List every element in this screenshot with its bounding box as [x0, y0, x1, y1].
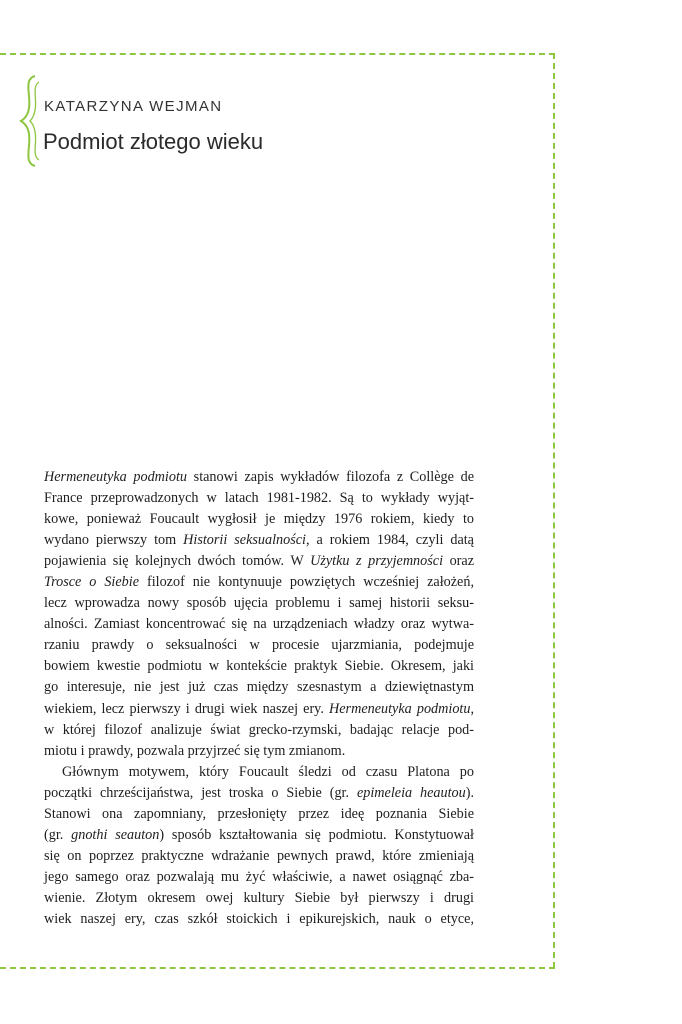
text-line — [44, 467, 474, 488]
text-run: Głównym motywem, który Foucault śledzi od czasu Platona po — [62, 763, 474, 780]
text-line — [44, 762, 474, 783]
text-line — [44, 888, 474, 909]
text-run: bowiem kwestie podmiotu w kontekście praktyk Siebie. Okresem, jaki — [44, 658, 474, 675]
text-run: wydano pierwszy tom — [44, 532, 184, 549]
text-run: oraz — [443, 553, 474, 570]
text-run: alności. Zamiast koncentrować się na urządzeniach władzy oraz wytwa- — [44, 616, 474, 633]
text-run: wiekiem, lecz pierwszy i drugi wiek naszej ery. — [44, 700, 330, 717]
text-line — [44, 804, 474, 825]
text-line — [44, 530, 474, 551]
text-run: wiek naszej ery, czas szkół stoickich i epikurejskich, nauk o etyce, — [44, 910, 474, 927]
text-line — [44, 909, 474, 930]
author-name: KATARZYNA WEJMAN — [44, 98, 223, 115]
text-run: pojawienia się kolejnych dwóch tomów. W — [44, 553, 311, 570]
text-run: filozof nie kontynuuje powziętych wcześniej założeń, — [139, 574, 474, 591]
italic-title: epimeleia heautou — [356, 784, 466, 801]
text-line — [44, 593, 474, 614]
body-text — [44, 467, 474, 930]
text-line — [44, 783, 474, 804]
text-run: rzaniu prawdy o seksualności w procesie ujarzmiania, podejmuje — [44, 637, 474, 654]
text-run: lecz wprowadza nowy sposób ujęcia problemu i samej historii seksu- — [44, 595, 474, 612]
chapter-title: Podmiot złotego wieku — [43, 129, 264, 154]
text-run: wienie. Złotym okresem owej kultury Siebie był pierwszy i drugi — [44, 889, 474, 906]
text-run: miotu i prawdy, pozwala przyjrzeć się tym zmianom. — [44, 742, 346, 759]
text-line — [44, 551, 474, 572]
page-frame-bottom — [0, 967, 555, 969]
text-line — [44, 867, 474, 888]
text-line — [44, 720, 474, 741]
text-run: się on poprzez praktyczne wdrażanie pewnych prawd, które zmieniają — [44, 847, 474, 864]
text-line — [44, 572, 474, 593]
text-line — [44, 741, 474, 762]
italic-title: Hermeneutyka podmiotu — [44, 469, 187, 485]
text-run: ). — [465, 784, 474, 801]
text-run: stanowi zapis wykładów filozofa z Collège de — [187, 469, 474, 485]
italic-title: Trosce o Siebie — [44, 574, 140, 591]
text-line — [44, 699, 474, 720]
text-line — [44, 635, 474, 656]
text-run: France przeprowadzonych w latach 1981-1982. Są to wykłady wyjąt- — [44, 490, 474, 507]
text-line — [44, 614, 474, 635]
text-line — [44, 509, 474, 530]
brace-ornament-icon — [16, 74, 42, 168]
text-run: , — [470, 700, 474, 717]
text-run: jego samego oraz pozwalają mu żyć właściwie, a nawet osiągnąć zba- — [44, 868, 474, 885]
text-run: w której filozof analizuje świat grecko-rzymski, badając relacje pod- — [44, 721, 474, 738]
text-run: ) sposób kształtowania się podmiotu. Konstytuował — [159, 826, 474, 843]
italic-title: Użytku z przyjemności — [310, 553, 444, 570]
italic-title: Hermeneutyka podmiotu — [329, 700, 471, 717]
text-run: (gr. — [44, 826, 72, 843]
text-run: , a rokiem 1984, czyli datą — [305, 532, 474, 549]
text-run: początki chrześcijaństwa, jest troska o Siebie (gr. — [44, 784, 357, 801]
text-run: go interesuje, nie jest już czas między szesnastym a dziewiętnastym — [44, 679, 474, 696]
page-frame-top — [0, 53, 555, 55]
text-line — [44, 825, 474, 846]
italic-title: gnothi seauton — [71, 826, 160, 843]
text-run: kowe, ponieważ Foucault wygłosił je między 1976 rokiem, kiedy to — [44, 511, 474, 528]
text-run: Stanowi ona zapomniany, przesłonięty przez ideę poznania Siebie — [44, 805, 474, 822]
page-frame-right — [553, 53, 555, 968]
text-line — [44, 488, 474, 509]
text-line — [44, 677, 474, 698]
text-line — [44, 656, 474, 677]
italic-title: Historii seksualności — [183, 532, 306, 549]
text-line — [44, 846, 474, 867]
